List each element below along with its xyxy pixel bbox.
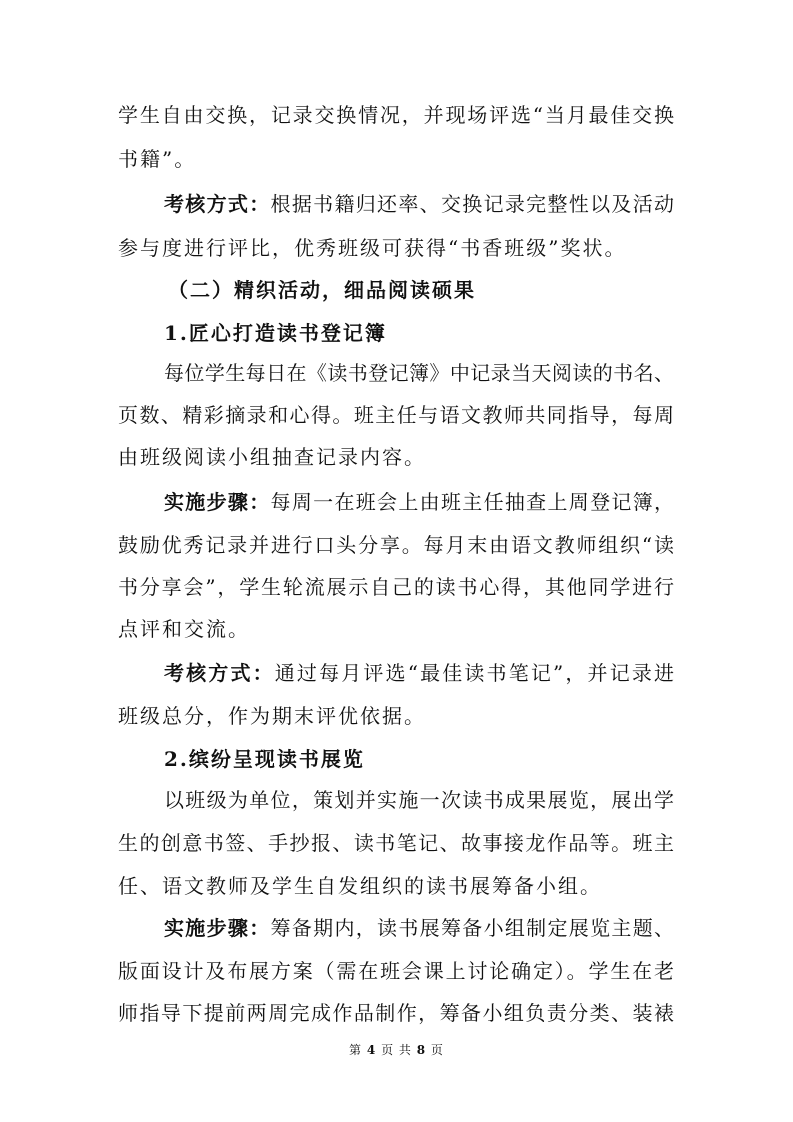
paragraph-line: 以班级为单位，策划并实施一次读书成果展览，展出学 bbox=[164, 788, 674, 812]
paragraph-line: 点评和交流。 bbox=[118, 617, 250, 641]
steps-line bbox=[164, 488, 674, 516]
assessment-text: 根据书籍归还率、交换记录完整性以及活动 bbox=[270, 192, 675, 216]
paragraph-line: 学生自由交换，记录交换情况，并现场评选“当月最佳交换 bbox=[118, 103, 674, 127]
paragraph-line: 参与度进行评比，优秀班级可获得“书香班级”奖状。 bbox=[118, 236, 627, 260]
assessment-text: 通过每月评选“最佳读书笔记”，并记录进 bbox=[274, 661, 675, 685]
paragraph-line: 生的创意书签、手抄报、读书笔记、故事接龙作品等。班主 bbox=[118, 831, 674, 855]
assessment-line bbox=[164, 659, 674, 687]
footer-middle: 页 共 bbox=[381, 1043, 412, 1057]
page-number: 4 bbox=[366, 1043, 377, 1057]
paragraph-line: 书分享会”，学生轮流展示自己的读书心得，其他同学进行 bbox=[118, 575, 674, 599]
paragraph-line: 任、语文教师及学生自发组织的读书展筹备小组。 bbox=[118, 874, 602, 898]
paragraph-line: 师指导下提前两周完成作品制作，筹备小组负责分类、装裱 bbox=[118, 1001, 674, 1025]
paragraph-line: 班级总分，作为期末评优依据。 bbox=[118, 704, 426, 728]
assessment-label: 考核方式： bbox=[164, 661, 275, 685]
page-footer bbox=[0, 1042, 793, 1058]
paragraph-line: 页数、精彩摘录和心得。班主任与语文教师共同指导，每周 bbox=[118, 403, 674, 427]
paragraph-line: 每位学生每日在《读书登记簿》中记录当天阅读的书名、 bbox=[164, 361, 674, 385]
footer-suffix: 页 bbox=[430, 1043, 444, 1057]
assessment-label: 考核方式： bbox=[164, 192, 271, 216]
subsection-heading: 2.缤纷呈现读书展览 bbox=[164, 747, 365, 771]
assessment-line bbox=[164, 190, 674, 218]
paragraph-line: 版面设计及布展方案（需在班会课上讨论确定）。学生在老 bbox=[118, 959, 674, 983]
steps-line bbox=[164, 914, 674, 942]
paragraph-line: 鼓励优秀记录并进行口头分享。每月末由语文教师组织“读 bbox=[118, 533, 674, 557]
steps-text: 筹备期内，读书展筹备小组制定展览主题、 bbox=[270, 916, 675, 940]
footer-prefix: 第 bbox=[349, 1043, 363, 1057]
paragraph-line: 书籍”。 bbox=[118, 147, 197, 171]
steps-label: 实施步骤： bbox=[164, 490, 271, 514]
paragraph-line: 由班级阅读小组抽查记录内容。 bbox=[118, 445, 426, 469]
steps-text: 每周一在班会上由班主任抽查上周登记簿， bbox=[270, 490, 675, 514]
total-pages: 8 bbox=[416, 1043, 427, 1057]
subsection-heading: 1.匠心打造读书登记簿 bbox=[164, 321, 387, 345]
section-heading: （二）精织活动，细品阅读硕果 bbox=[168, 278, 476, 302]
steps-label: 实施步骤： bbox=[164, 916, 271, 940]
